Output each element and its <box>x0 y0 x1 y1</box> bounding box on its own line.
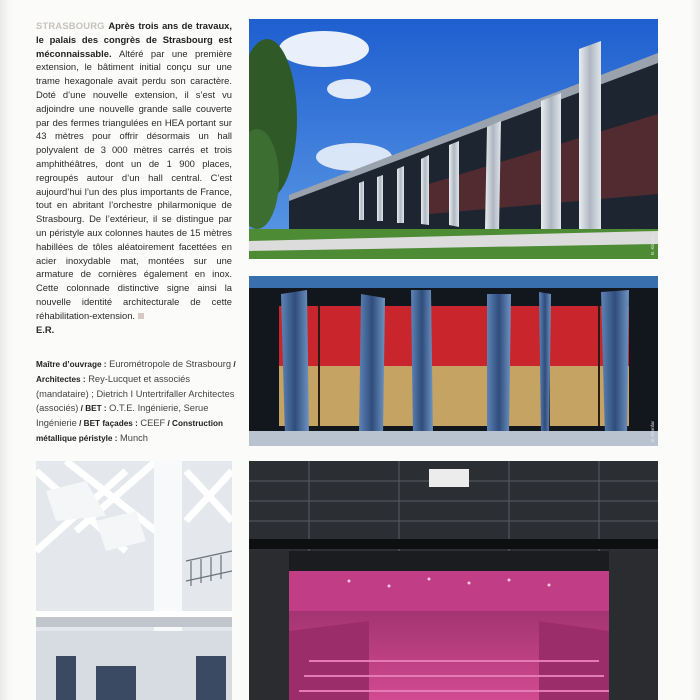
photo-auditorium <box>249 461 658 700</box>
photo-credit: B. Klomfar <box>650 233 655 255</box>
page-gutter-shadow <box>0 0 14 700</box>
project-credits <box>36 357 236 447</box>
credit-value: Eurométropole de Strasbourg <box>106 359 232 369</box>
credit-label: / BET façades : <box>76 419 138 429</box>
credit-label: / Construction métallique péristyle : <box>36 419 223 444</box>
credit-value: CEEF <box>137 418 166 429</box>
credit-label: / BET : <box>78 404 107 414</box>
photo-interior-hall <box>36 461 232 700</box>
photo-exterior-night <box>249 276 658 446</box>
credit-label: / Architectes : <box>36 360 236 385</box>
photo-exterior-day <box>249 19 658 259</box>
end-mark-icon <box>138 313 144 319</box>
article-kicker: STRASBOURG <box>36 20 109 31</box>
article-body: Altéré par une première extension, le bâtiment initial conçu sur une trame hexagonale avait perdu son caractère. Doté d’une nouvelle extension, il s’est vu adjoindre une nouvelle grande salle couverte par des fermes triangulées en HEA portant sur 43 mètres pour offrir désormais un hall polyvalent de 3 000 mètres carrés et trois amphithéâtres, dont un de 1 900 places, regroupés autour d’un hall central. C’est aujourd’hui l’un des plus importants de France, tout en abritant l’orchestre philarmonique de Strasbourg. De l’extérieur, il se distingue par un péristyle aux colonnes hautes de 15 mètres habillées de tôles aléatoirement facettées en acier inoxydable mat, montées sur une armature de cornières également en inox. Cette colonnade distinctive signe ainsi la nouvelle identité architecturale de cette réhabilitation-extension. <box>36 47 232 321</box>
credit-value: Munch <box>117 433 148 444</box>
credit-value: Rey-Lucquet et associés (mandataire) ; Dietrich I Untertrifaller Architectes (associés) <box>36 374 235 414</box>
credit-value: O.T.E. Ingénierie, Serue Ingénierie <box>36 403 209 429</box>
photo-credit: B. Klomfar <box>650 420 655 442</box>
article-lead: Après trois ans de travaux, le palais des congrès de Strasbourg est méconnaissable. <box>36 20 232 59</box>
page-edge-shadow <box>690 0 700 700</box>
article-signoff: E.R. <box>36 323 55 335</box>
credit-label: Maître d’ouvrage : <box>36 360 107 369</box>
article-text <box>36 19 232 336</box>
